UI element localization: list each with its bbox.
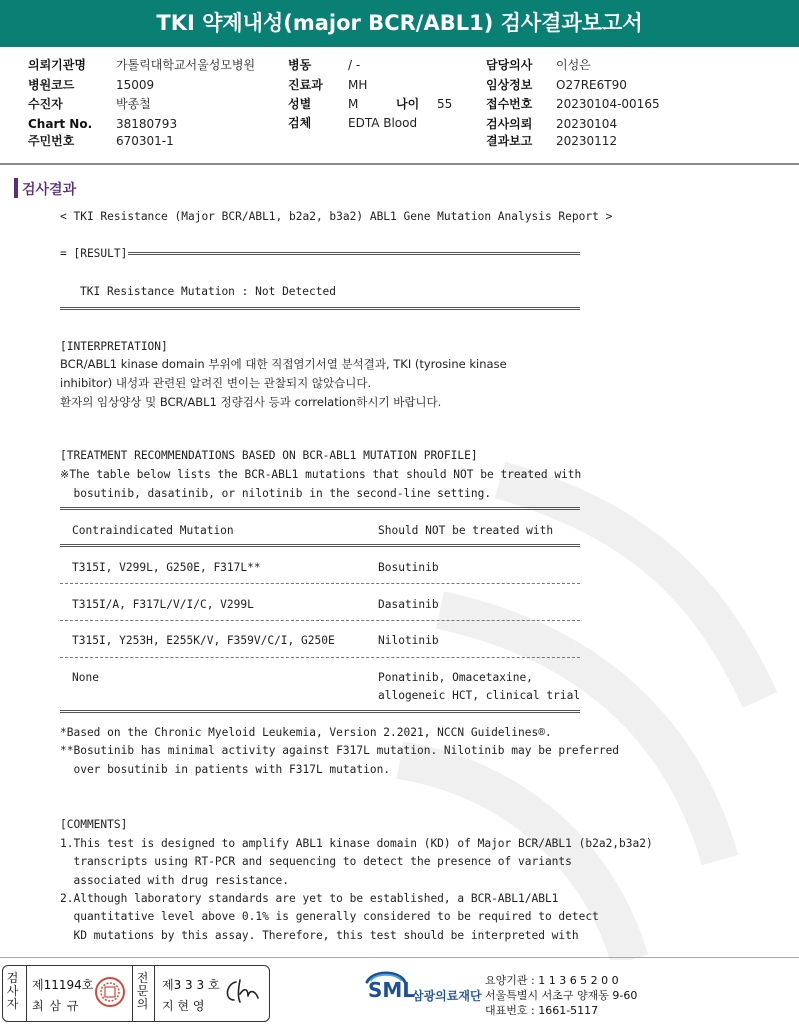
- signature-divider-2: [132, 966, 133, 1021]
- value-receipt-no: 20230104-00165: [556, 97, 660, 111]
- report-heading: < TKI Resistance (Major BCR/ABL1, b2a2, b3a2) ABL1 Gene Mutation Analysis Report >: [60, 210, 613, 223]
- label-report-date: 결과보고: [486, 134, 533, 148]
- comment-line-4: 2.Although laboratory standards are yet to be established, a BCR-ABL1/ABL1: [60, 892, 559, 905]
- sml-logo-text: SML: [368, 978, 416, 1002]
- table-top-rule: [60, 507, 580, 510]
- label-department: 진료과: [288, 78, 323, 92]
- report-title: TKI 약제내성(major BCR/ABL1) 검사결과보고서: [0, 0, 799, 47]
- inspector-license: 제11194호: [32, 978, 94, 992]
- value-ward: / -: [348, 58, 361, 72]
- agency-number: 요양기관 : 1 1 3 6 5 2 0 0: [485, 974, 619, 987]
- table-row-4-drug-line-2: allogeneic HCT, clinical trial: [378, 689, 581, 702]
- treatment-label: [TREATMENT RECOMMENDATIONS BASED ON BCR-ABL1 MUTATION PROFILE]: [60, 449, 478, 462]
- label-hospital-code: 병원코드: [28, 78, 75, 92]
- table-row-4-drug: Ponatinib, Omacetaxine,: [378, 671, 533, 684]
- section-marker: [14, 178, 18, 198]
- label-chart-no: Chart No.: [28, 117, 93, 131]
- interpretation-line-1: BCR/ABL1 kinase domain 부위에 대한 직접염기서열 분석결과, TKI (tyrosine kinase: [60, 357, 507, 371]
- org-name: 삼광의료재단: [412, 989, 482, 1003]
- label-age: 나이: [396, 97, 420, 111]
- section-title: 검사결과: [22, 182, 77, 198]
- label-clinical-info: 임상정보: [486, 78, 533, 92]
- doctor-signature-icon: [222, 976, 262, 1006]
- value-request-date: 20230104: [556, 117, 618, 131]
- comment-line-2: transcripts using RT-PCR and sequencing to detect the presence of variants: [60, 855, 572, 868]
- table-row-3-rule: [60, 657, 580, 658]
- treatment-note-1: ※The table below lists the BCR-ABL1 mutations that should NOT be treated with: [60, 468, 582, 481]
- table-row-2-drug: Dasatinib: [378, 598, 439, 611]
- comment-line-6: KD mutations by this assay. Therefore, this test should be interpreted with: [60, 929, 579, 942]
- value-hospital-code: 15009: [116, 78, 155, 92]
- table-header-mutation: Contraindicated Mutation: [72, 524, 234, 537]
- table-row-1-rule: [60, 583, 580, 584]
- value-department: MH: [348, 78, 368, 92]
- value-clinical-info: O27RE6T90: [556, 78, 627, 92]
- label-sex: 성별: [288, 97, 312, 111]
- value-chart-no: 38180793: [116, 117, 178, 131]
- value-specimen: EDTA Blood: [348, 116, 418, 130]
- label-ward: 병동: [288, 58, 312, 72]
- interpretation-line-2: inhibitor) 내성과 관련된 알려진 변이는 관찰되지 않았습니다.: [60, 376, 372, 390]
- org-address: 서울특별시 서초구 양재동 9-60: [485, 989, 638, 1002]
- result-text: TKI Resistance Mutation : Not Detected: [80, 285, 336, 298]
- header-divider: [0, 163, 799, 165]
- result-label-rule: [128, 252, 580, 255]
- label-specimen: 검체: [288, 116, 312, 130]
- result-end-rule: [60, 307, 580, 310]
- table-row-2-rule: [60, 620, 580, 621]
- table-row-4-mutation: None: [72, 671, 99, 684]
- label-receipt-no: 접수번호: [486, 97, 533, 111]
- signature-divider-1: [26, 966, 27, 1021]
- label-doctor: 담당의사: [486, 58, 533, 72]
- table-row-3-drug: Nilotinib: [378, 634, 439, 647]
- value-doctor: 이성은: [556, 58, 591, 72]
- label-requesting-institution: 의뢰기관명: [28, 58, 86, 72]
- inspector-seal-icon: [94, 976, 126, 1008]
- org-phone: 대표번호 : 1661-5117: [485, 1004, 599, 1017]
- doctor-label: 전문의: [136, 971, 149, 1011]
- doctor-license: 제3 3 3 호: [162, 978, 220, 992]
- inspector-label: 검사자: [6, 971, 19, 1011]
- signature-divider-3: [154, 966, 155, 1021]
- inspector-name: 최 삼 규: [32, 999, 80, 1013]
- interpretation-line-3: 환자의 임상양상 및 BCR/ABL1 정량검사 등과 correlation하시기 바랍니다.: [60, 395, 442, 409]
- value-report-date: 20230112: [556, 134, 618, 148]
- treatment-note-2: bosutinib, dasatinib, or nilotinib in the second-line setting.: [60, 487, 492, 500]
- label-patient: 수진자: [28, 97, 63, 111]
- table-row-3-mutation: T315I, Y253H, E255K/V, F359V/C/I, G250E: [72, 634, 335, 647]
- footnote-3: over bosutinib in patients with F317L mutation.: [60, 763, 391, 776]
- comment-line-5: quantitative level above 0.1% is generally considered to be required to detect: [60, 910, 599, 923]
- table-row-2-mutation: T315I/A, F317L/V/I/C, V299L: [72, 598, 254, 611]
- value-requesting-institution: 가톨릭대학교서울성모병원: [116, 58, 256, 72]
- value-age: 55: [437, 97, 453, 111]
- table-row-1-mutation: T315I, V299L, G250E, F317L**: [72, 561, 261, 574]
- value-sex: M: [348, 97, 359, 111]
- label-request-date: 검사의뢰: [486, 117, 533, 131]
- comment-line-1: 1.This test is designed to amplify ABL1 kinase domain (KD) of Major BCR/ABL1 (b2a2,b3a2): [60, 837, 653, 850]
- interpretation-label: [INTERPRETATION]: [60, 340, 168, 353]
- table-bottom-rule: [60, 710, 580, 713]
- footnote-1: *Based on the Chronic Myeloid Leukemia, Version 2.2021, NCCN Guidelines®.: [60, 726, 552, 739]
- comments-label: [COMMENTS]: [60, 818, 128, 831]
- table-header-drug: Should NOT be treated with: [378, 524, 554, 537]
- value-patient: 박종철: [116, 97, 151, 111]
- value-resident-no: 670301-1: [116, 134, 174, 148]
- table-row-1-drug: Bosutinib: [378, 561, 439, 574]
- footnote-2: **Bosutinib has minimal activity against F317L mutation. Nilotinib may be preferred: [60, 744, 620, 757]
- table-header-rule: [60, 544, 580, 547]
- footer-divider: [0, 957, 799, 958]
- comment-line-3: associated with drug resistance.: [60, 874, 290, 887]
- result-label: = [RESULT]: [60, 247, 135, 260]
- doctor-name: 지 현 영: [162, 999, 205, 1013]
- label-resident-no: 주민번호: [28, 134, 75, 148]
